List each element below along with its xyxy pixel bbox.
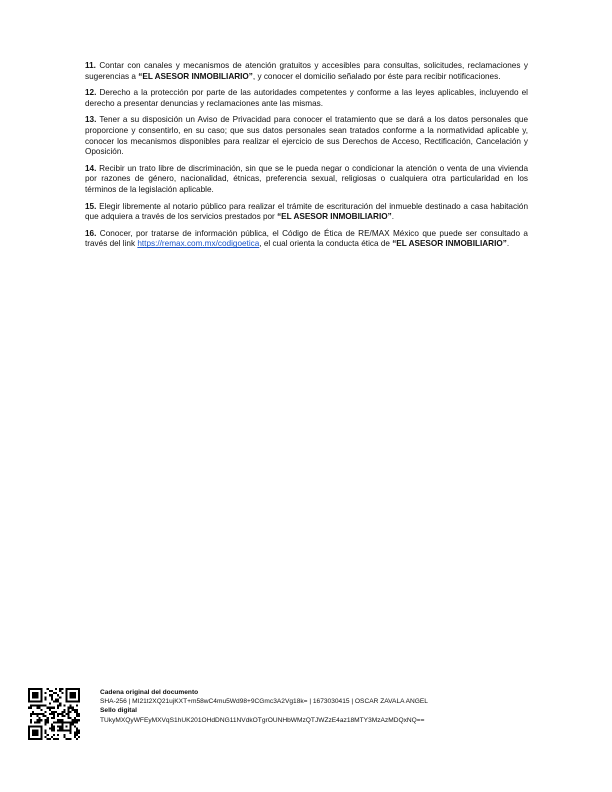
item-text: Contar con canales y mecanismos de atención gratuitos y accesibles para consultas, solicitudes, reclamaciones y sugerencias a: [85, 61, 528, 81]
qr-code-icon: [28, 688, 80, 740]
item-text: .: [391, 212, 394, 222]
document-body: [85, 61, 528, 256]
list-item: [85, 164, 528, 196]
list-item: [85, 115, 528, 157]
item-text: Recibir un trato libre de discriminación, sin que se le pueda negar o condicionar la atención o venta de una vivienda por razones de género, nacionalidad, étnicas, preferencia sexual, religiosas o cualquiera otra particularidad en los términos de la legislación aplicable.: [85, 163, 528, 194]
digital-seal: [100, 688, 428, 725]
item-number: 15.: [85, 201, 97, 211]
item-text: Tener a su disposición un Aviso de Privacidad para conocer el tratamiento que se dará a los datos personales que proporcione y consentirlo, en su caso; que sus datos personales sean tratados conforme a la normatividad aplicable y, conocer los mecanismos disponibles para realizar el ejercicio de sus Derechos de Acceso, Rectificación, Cancelación y Oposición.: [85, 115, 528, 157]
codigo-etica-link[interactable]: https://remax.com.mx/codigoetica: [137, 239, 260, 249]
list-item: [85, 229, 528, 250]
item-text: .: [506, 239, 510, 249]
party-name: “EL ASESOR INMOBILIARIO”: [277, 212, 392, 222]
item-text: Conocer, por tratarse de información pública, el Código de Ética de RE/MAX México que puede ser consultado a través del link: [85, 228, 528, 249]
item-text: , el cual orienta la conducta ética de: [259, 239, 393, 249]
cadena-label: Cadena original del documento: [100, 689, 199, 696]
item-number: 12.: [85, 88, 97, 98]
item-number: 13.: [85, 115, 97, 125]
list-item: [85, 202, 528, 223]
document-footer: [28, 688, 588, 748]
item-text: Derecho a la protección por parte de las autoridades competentes y conforme a las leyes aplicables, incluyendo el derecho a presentar denuncias y reclamaciones ante las mismas.: [85, 88, 528, 108]
item-number: 11.: [85, 61, 96, 70]
party-name: “EL ASESOR INMOBILIARIO”: [138, 71, 253, 81]
cadena-value: SHA-256 | MI21t2XQ21ujKXT+m58wC4mu5Wd98+9CGmc3A2Vg18k= | 1673030415 | OSCAR ZAVALA ANGEL: [100, 698, 428, 706]
list-item: [85, 61, 528, 82]
item-text: Elegir libremente al notario público para realizar el trámite de escrituración del inmueble destinado a casa habitación que adquiera a través de los servicios prestados por: [85, 201, 528, 222]
list-item: [85, 88, 528, 109]
party-name: “EL ASESOR INMOBILIARIO”: [392, 239, 507, 249]
item-text: , y conocer el domicilio señalado por éste para recibir notificaciones.: [252, 71, 501, 81]
sello-label: Sello digital: [100, 707, 138, 715]
item-number: 14.: [85, 163, 97, 173]
item-number: 16.: [85, 228, 97, 238]
sello-value: TUkyMXQyWFEyMXVqS1hUK201OHdDNG11NVdkOTgrOUNHbWMzQTJWZzE4az18MTY3MzAzMDQxNQ==: [100, 716, 425, 724]
